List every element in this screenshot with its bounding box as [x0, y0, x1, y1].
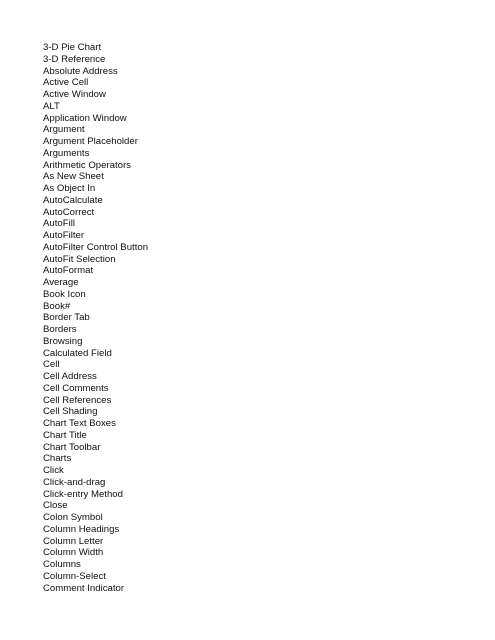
- list-item: Column Headings: [43, 523, 120, 535]
- list-item: Click-entry Method: [43, 488, 123, 500]
- list-item: AutoFit Selection: [43, 253, 116, 265]
- list-item: Column Letter: [43, 535, 104, 547]
- list-item: As Object In: [43, 183, 96, 194]
- list-item: Click: [43, 465, 64, 476]
- list-item: AutoFilter Control Button: [43, 241, 149, 253]
- list-item: Cell References: [43, 394, 112, 406]
- list-item: Columns: [43, 559, 81, 570]
- list-item: Comment Indicator: [43, 582, 125, 594]
- list-item: Column Width: [43, 547, 104, 559]
- list-item: Close: [43, 500, 68, 512]
- list-item: Chart Toolbar: [43, 441, 101, 453]
- list-item: 3-D Pie Chart: [43, 42, 102, 53]
- list-item: Chart Title: [43, 429, 87, 441]
- list-item: Browsing: [43, 335, 83, 347]
- list-item: As New Sheet: [43, 171, 104, 183]
- list-item: Argument: [43, 124, 85, 136]
- list-item: Argument Placeholder: [43, 136, 138, 147]
- list-item: Cell: [43, 359, 60, 371]
- list-item: Arithmetic Operators: [43, 159, 131, 171]
- list-item: Column-Select: [43, 570, 106, 582]
- list-item: Calculated Field: [43, 347, 112, 359]
- list-item: Cell Address: [43, 371, 97, 382]
- list-item: Application Window: [43, 112, 127, 124]
- list-item: Arguments: [43, 147, 90, 159]
- list-item: Cell Shading: [43, 406, 98, 418]
- list-item: AutoCalculate: [43, 194, 103, 206]
- list-item: AutoFill: [43, 218, 75, 230]
- list-item: Charts: [43, 453, 72, 465]
- list-item: AutoFormat: [43, 265, 94, 277]
- list-item: Click-and-drag: [43, 476, 106, 488]
- list-item: Borders: [43, 324, 77, 335]
- list-item: Average: [43, 277, 79, 288]
- list-item: ALT: [43, 100, 60, 112]
- list-item: AutoFilter: [43, 230, 85, 241]
- list-item: Active Cell: [43, 77, 89, 89]
- list-item: Absolute Address: [43, 65, 118, 77]
- list-item: Border Tab: [43, 312, 90, 324]
- list-item: Active Window: [43, 89, 106, 100]
- list-item: Colon Symbol: [43, 512, 103, 523]
- list-item: 3-D Reference: [43, 53, 106, 65]
- list-item: Book#: [43, 300, 71, 312]
- list-item: Cell Comments: [43, 382, 109, 394]
- list-item: Chart Text Boxes: [43, 418, 116, 429]
- list-item: Book Icon: [43, 288, 86, 300]
- glossary-term-list: [43, 42, 148, 594]
- list-item: AutoCorrect: [43, 206, 95, 218]
